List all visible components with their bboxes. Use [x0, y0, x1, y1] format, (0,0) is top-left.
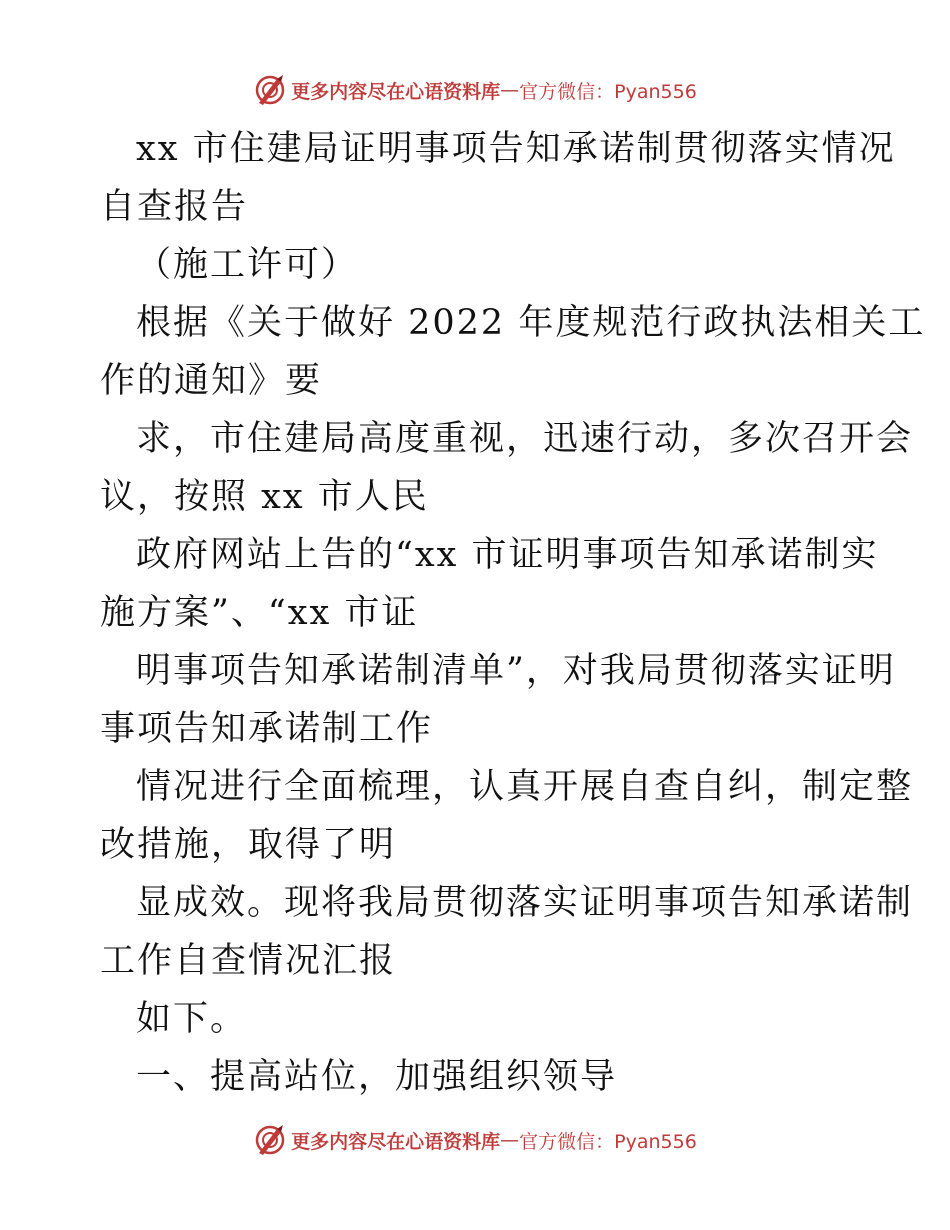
paragraph-line: 作的通知》要: [100, 361, 323, 401]
paragraph-line: 显成效。现将我局贯彻落实证明事项告知承诺制: [136, 883, 914, 923]
paragraph-line: 工作自查情况汇报: [100, 941, 397, 981]
paragraph-line: 改措施，取得了明: [100, 825, 397, 865]
watermark-brand: 更多内容尽在心语资料库: [291, 1130, 501, 1153]
watermark-wechat: 官方微信：Pyan556: [519, 1130, 697, 1153]
subtitle: （施工许可）: [136, 245, 359, 285]
watermark-separator: —: [500, 79, 520, 101]
watermark-brand: 更多内容尽在心语资料库: [291, 80, 501, 103]
title-line-1: xx 市住建局证明事项告知承诺制贯彻落实情况: [136, 129, 896, 169]
paragraph-line: 事项告知承诺制工作: [100, 709, 434, 749]
section-heading: 一、提高站位，加强组织领导: [136, 1057, 618, 1097]
paragraph-line: 根据《关于做好 2022 年度规范行政执法相关工: [136, 303, 926, 343]
paragraph-line: 施方案”、“xx 市证: [100, 593, 419, 633]
watermark-separator: —: [500, 1129, 520, 1151]
watermark-banner-top: [0, 70, 950, 110]
quill-pen-logo-icon: [253, 1123, 287, 1157]
paragraph-line: 情况进行全面梳理，认真开展自查自纠，制定整: [136, 767, 914, 807]
watermark-wechat: 官方微信：Pyan556: [519, 80, 697, 103]
paragraph-line: 明事项告知承诺制清单”，对我局贯彻落实证明: [136, 651, 896, 691]
paragraph-line: 政府网站上告的“xx 市证明事项告知承诺制实: [136, 535, 879, 575]
paragraph-line: 如下。: [136, 999, 248, 1039]
quill-pen-logo-icon: [253, 73, 287, 107]
watermark-banner-bottom: [0, 1120, 950, 1160]
paragraph-line: 议，按照 xx 市人民: [100, 477, 429, 517]
title-line-2: 自查报告: [100, 187, 249, 227]
document-body: [100, 120, 926, 1106]
paragraph-line: 求，市住建局高度重视，迅速行动，多次召开会: [136, 419, 914, 459]
